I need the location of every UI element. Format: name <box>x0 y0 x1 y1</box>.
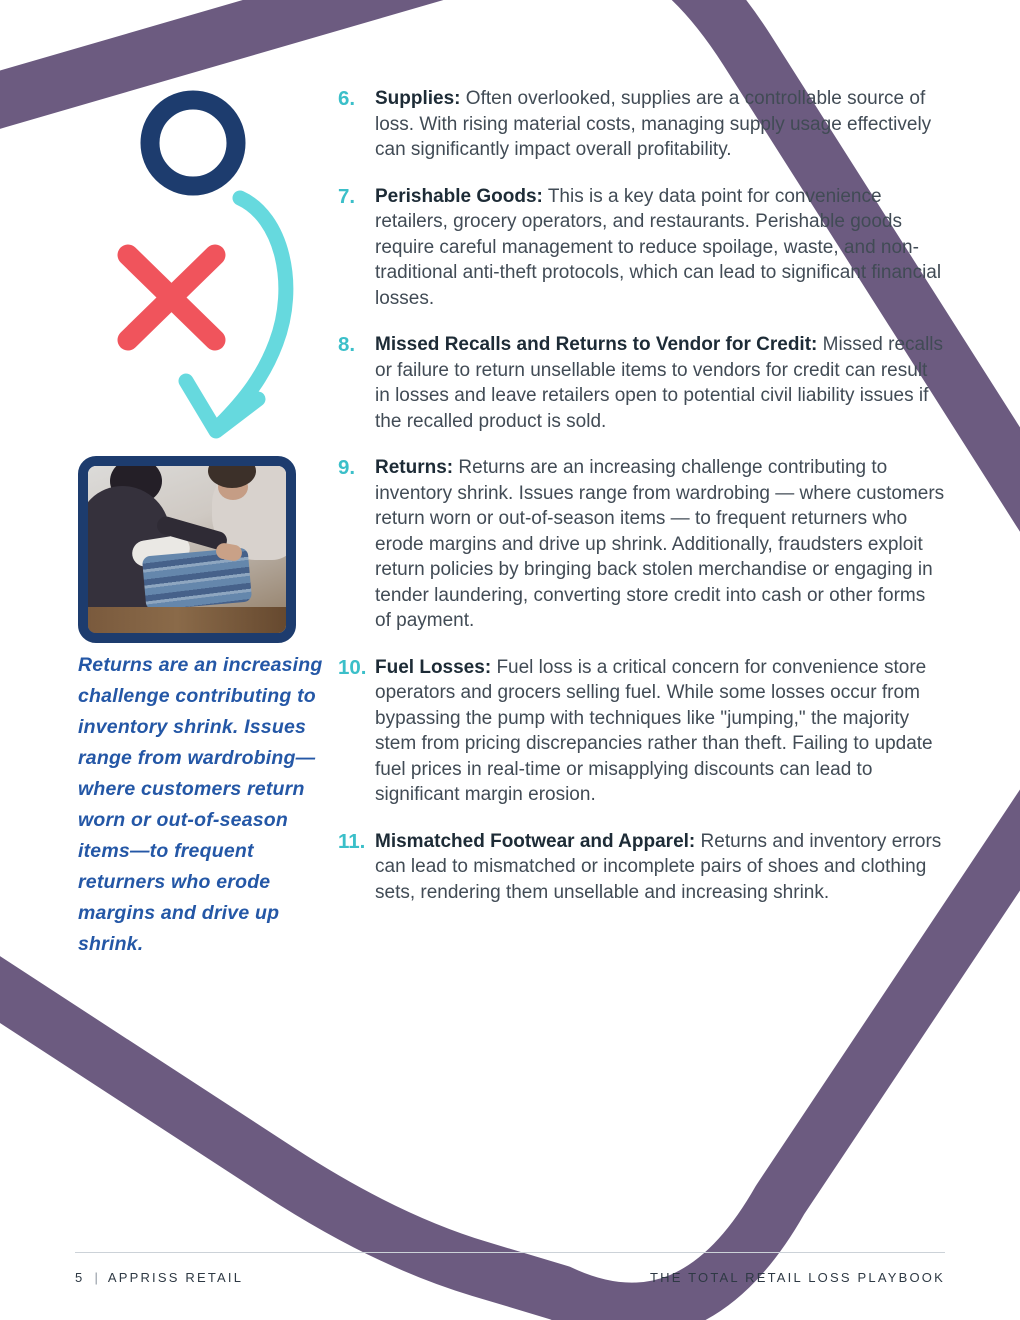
item-number: 7. <box>338 184 356 208</box>
item-number: 11. <box>338 829 366 853</box>
footer-separator: | <box>94 1270 98 1285</box>
item-text-block <box>375 829 946 906</box>
item-label: Mismatched Footwear and Apparel: <box>375 830 696 852</box>
item-number: 8. <box>338 333 356 356</box>
pull-quote: Returns are an increasing challenge contributing to inventory shrink. Issues range from wardrobing—where customers return worn or out-of-season items—to frequent returners who erode margins and drive up shrink. <box>78 654 323 955</box>
item-number: 9. <box>338 456 356 479</box>
photo-table <box>88 607 286 633</box>
item-text: Returns and inventory errors can lead to mismatched or incomplete pairs of shoes and clothing sets, rendering them unsellable and increasing shrink. <box>375 830 942 903</box>
list-item <box>338 184 946 312</box>
item-label: Missed Recalls and Returns to Vendor for Credit: <box>375 334 818 355</box>
item-text-block <box>375 332 946 434</box>
returns-photo <box>78 456 296 643</box>
list-item <box>338 86 946 163</box>
item-label: Returns: <box>375 457 454 478</box>
page-footer <box>75 1252 945 1285</box>
list-item <box>338 655 946 808</box>
item-text-block <box>375 655 946 808</box>
no-returns-illustration <box>70 85 340 465</box>
item-number: 6. <box>338 87 356 110</box>
item-label: Supplies: <box>375 88 461 109</box>
list-item <box>338 829 946 906</box>
item-number: 10. <box>338 655 367 679</box>
item-label: Fuel Losses: <box>375 656 492 678</box>
footer-left <box>75 1270 243 1285</box>
page-number: 5 <box>75 1270 85 1285</box>
item-text: Fuel loss is a critical concern for convenience store operators and grocers selling fuel. While some losses occur from bypassing the pump with techniques like "jumping," the majority stem from pricing discrepancies rather than theft. Failing to update fuel prices in real-time or misapplying discounts can lead to significant margin erosion. <box>375 656 933 805</box>
footer-brand: APPRISS RETAIL <box>107 1270 244 1285</box>
item-text: Often overlooked, supplies are a controllable source of loss. With rising material costs, managing supply usage effectively can significantly impact overall profitability. <box>375 88 932 160</box>
item-label: Perishable Goods: <box>375 185 543 207</box>
curved-arrow-down-icon <box>220 198 286 425</box>
loss-sources-list <box>338 86 946 926</box>
item-text-block <box>375 455 946 634</box>
item-text: This is a key data point for convenience retailers, grocery operators, and restaurants. Perishable goods require careful management to reduce spoilage, waste, and non-traditional anti-theft protocols, which can lead to significant financial losses. <box>375 185 942 309</box>
footer-document-title: THE TOTAL RETAIL LOSS PLAYBOOK <box>649 1270 945 1285</box>
item-text-block <box>375 184 946 312</box>
x-mark-icon <box>128 255 215 340</box>
item-text: Returns are an increasing challenge contributing to inventory shrink. Issues range from wardrobing — where customers return worn or out-of-season items — to frequent returners who erode margins and drive up shrink. Additionally, fraudsters exploit return policies by bringing back stolen merchandise or engaging in tender laundering, converting store credit into cash or other forms of payment. <box>375 457 945 631</box>
list-item <box>338 455 946 634</box>
item-text: Missed recalls or failure to return unsellable items to vendors for credit can result in losses and leave retailers open to potential civil liability issues if the recalled product is sold. <box>375 334 944 432</box>
list-item <box>338 332 946 434</box>
circle-outline-icon <box>150 100 236 186</box>
item-text-block <box>375 86 946 163</box>
footer-right <box>650 1270 945 1285</box>
